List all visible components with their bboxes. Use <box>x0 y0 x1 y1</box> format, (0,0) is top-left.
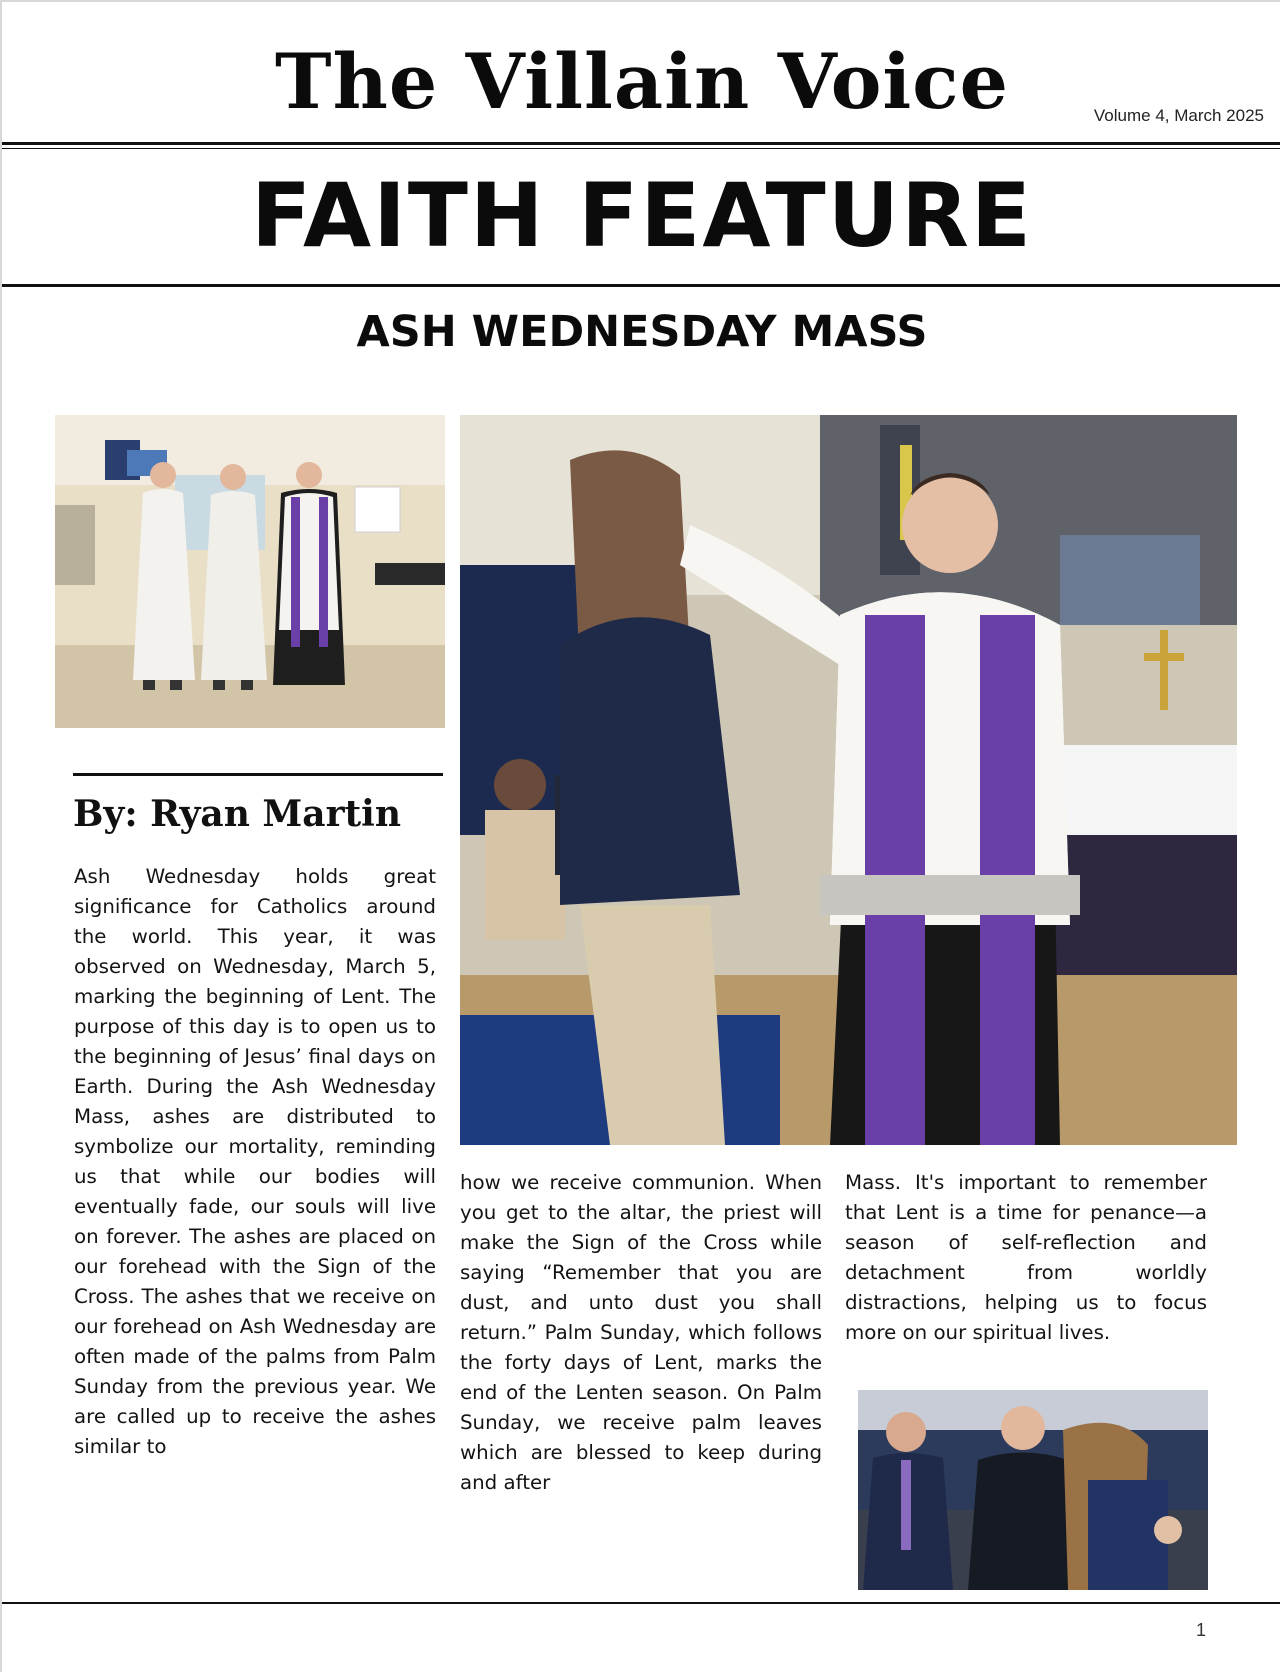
photo-ash-distribution <box>460 415 1237 1145</box>
volume-date: Volume 4, March 2025 <box>1093 106 1264 125</box>
masthead-rule-thin <box>2 148 1280 149</box>
article-column-2: how we receive communion. When you get to the altar, the priest will make the Sign of the Cross while saying “Remember that you are dust, and unto dust you shall return.” Palm Sunday, which follows the forty days of Lent, marks the end of the Lenten season. On Palm Sunday, we receive palm leaves which are blessed to keep during and after <box>460 1171 822 1494</box>
masthead-rule-thick <box>2 142 1280 145</box>
article-column-1: Ash Wednesday holds great significance for Catholics around the world. This year, it was observed on Wednesday, March 5, marking the beginning of Lent. The purpose of this day is to open us to the beginning of Jesus’ final days on Earth. During the Ash Wednesday Mass, ashes are distributed to symbolize our mortality, reminding us that while our bodies will eventually fade, our souls will live on forever. The ashes are placed on our forehead with the Sign of the Cross. The ashes that we receive on our forehead on Ash Wednesday are often made of the palms from Palm Sunday from the previous year. We are called up to receive the ashes similar to <box>74 865 436 1458</box>
photo-servers-lobby <box>55 415 445 728</box>
page-number: 1 <box>1195 1620 1206 1640</box>
photo-faculty-ashes <box>858 1390 1208 1590</box>
article-headline: ASH WEDNESDAY MASS <box>356 307 928 357</box>
masthead-title: The Villain Voice <box>275 37 1009 126</box>
section-rule <box>2 284 1280 287</box>
footer-rule <box>2 1602 1280 1604</box>
article-byline: By: Ryan Martin <box>73 793 402 835</box>
article-column-3: Mass. It's important to remember that Lent is a time for penance—a season of self-reflection and detachment from worldly distractions, helping us to focus more on our spiritual lives. <box>845 1171 1207 1344</box>
section-title: FAITH FEATURE <box>250 164 1034 267</box>
byline-rule <box>73 773 443 776</box>
